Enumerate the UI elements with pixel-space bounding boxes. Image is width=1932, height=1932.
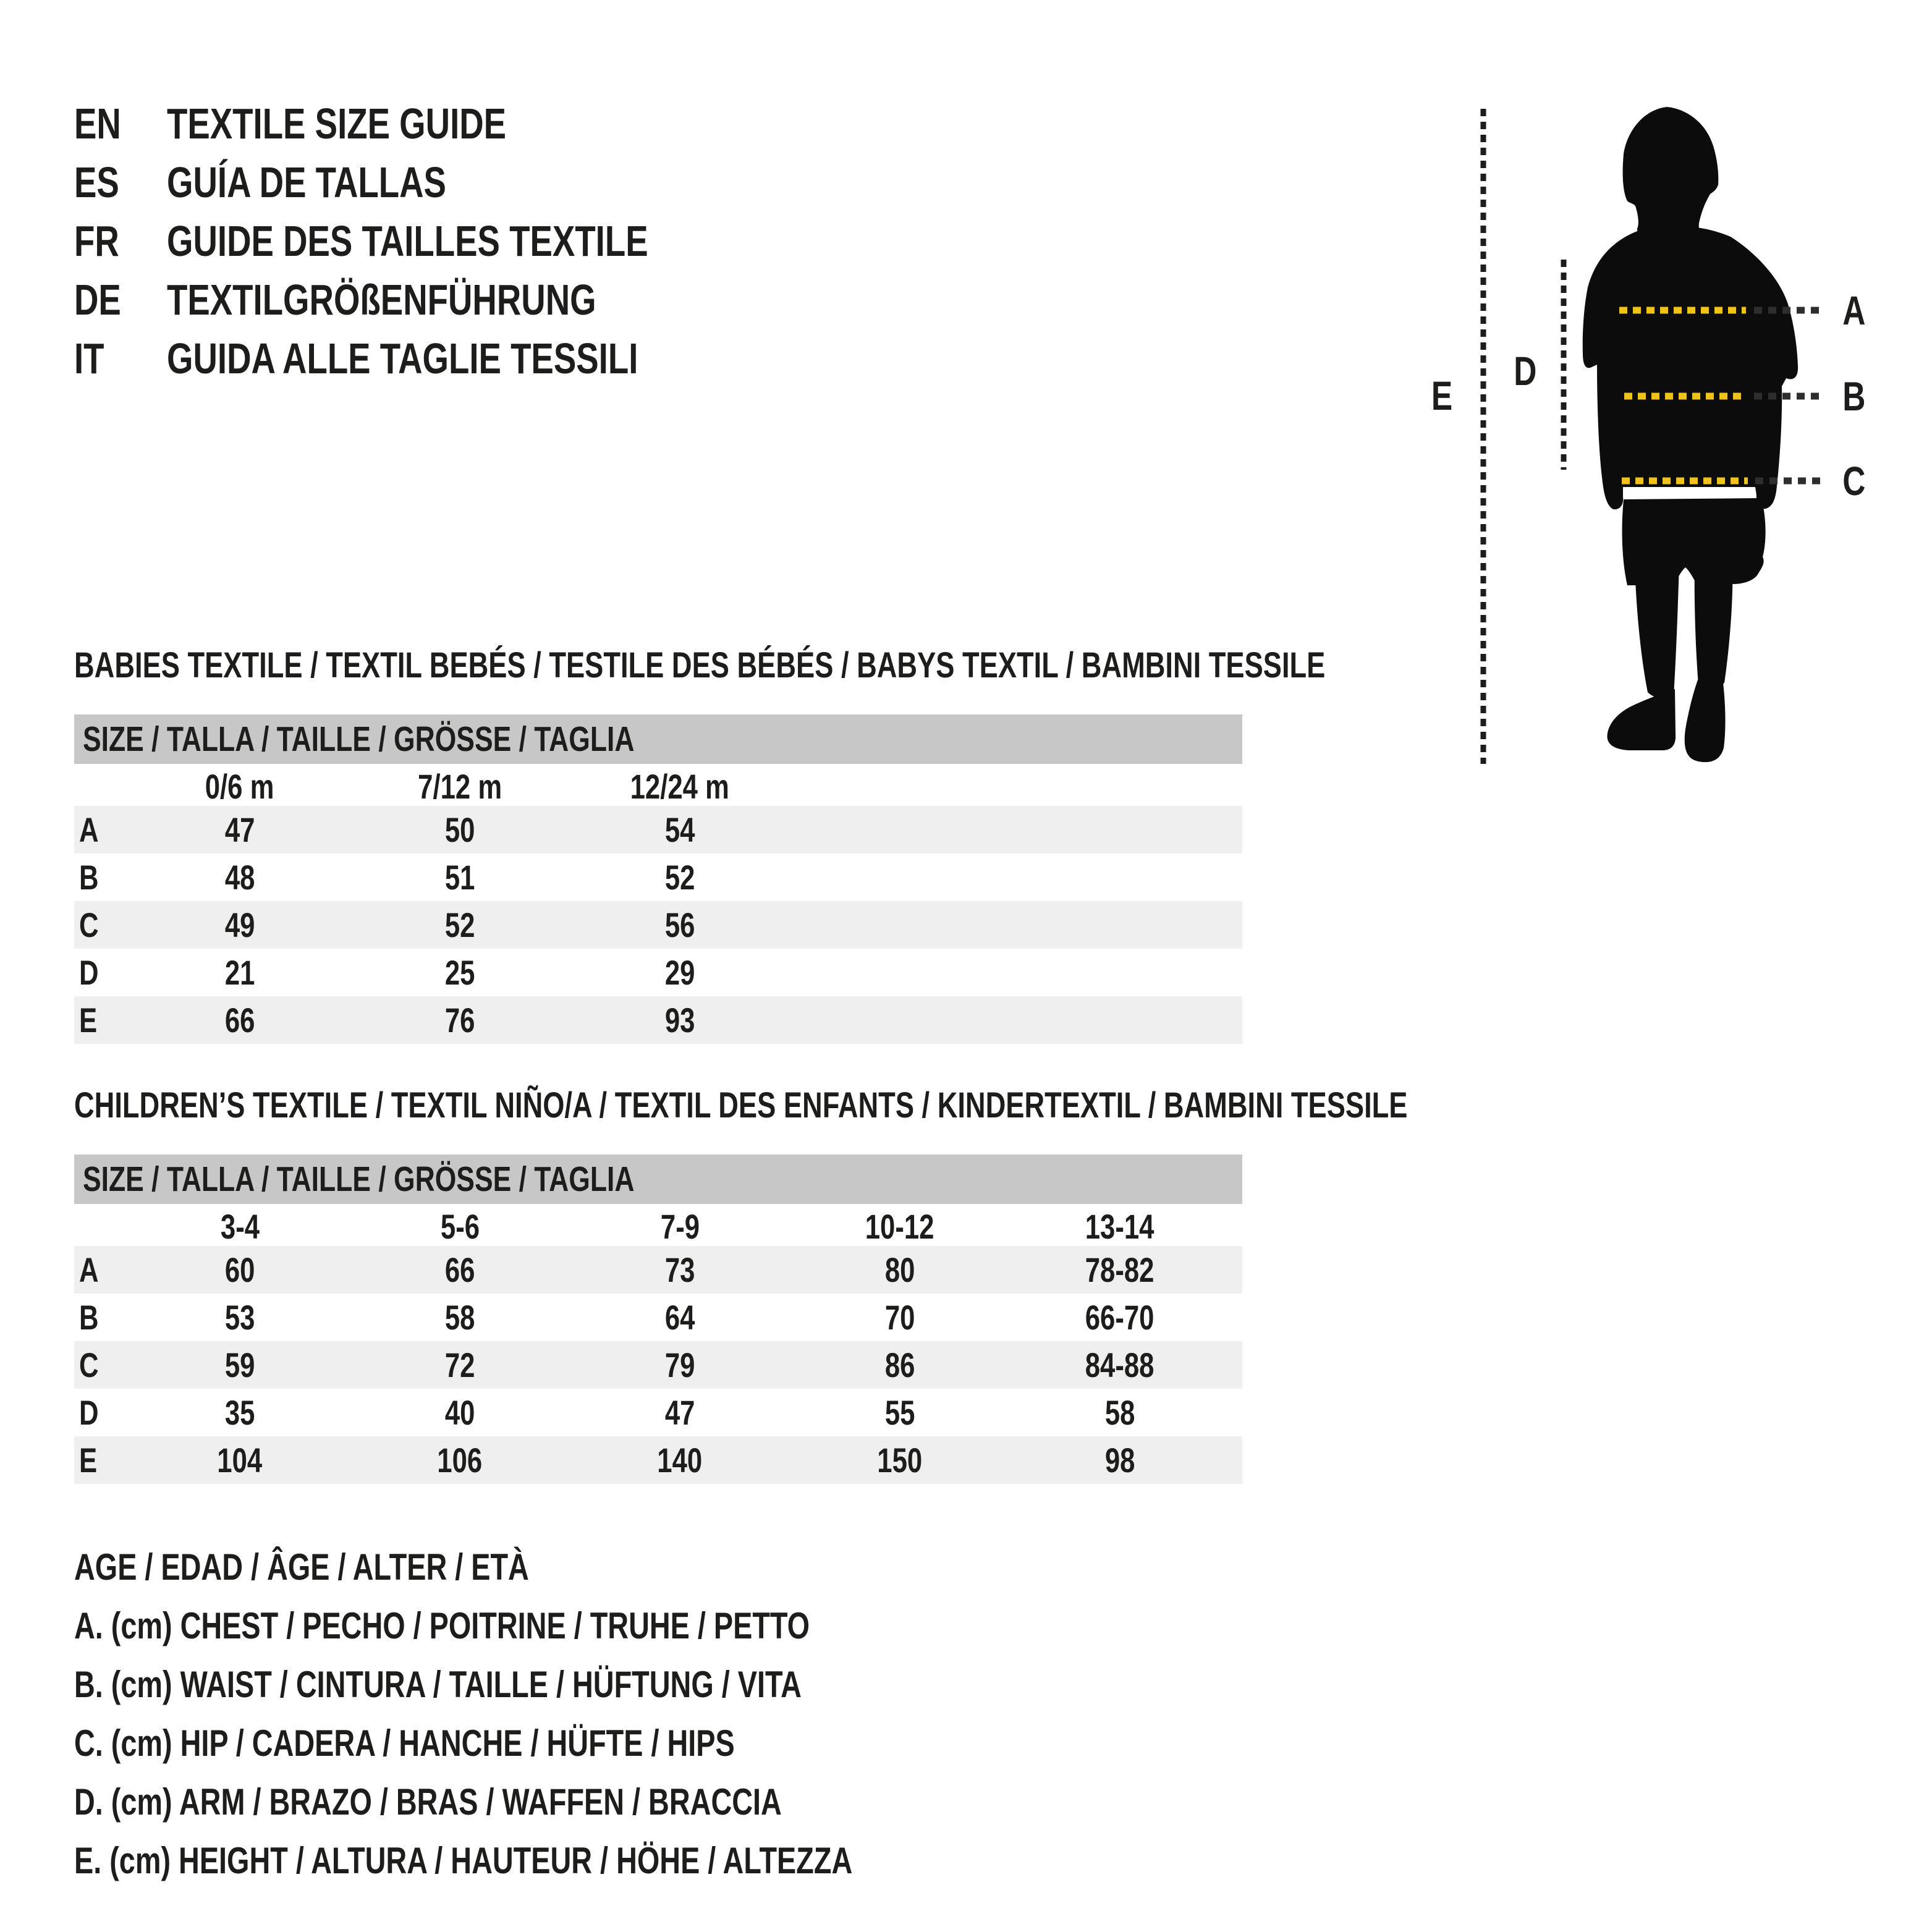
table-cell: 66 (444, 1250, 475, 1289)
table-cell: 79 (664, 1345, 695, 1384)
table-cell: 64 (664, 1298, 695, 1337)
measurement-figure (1409, 74, 1932, 816)
column-header: 0/6 m (205, 767, 274, 806)
table-cell: 40 (444, 1393, 475, 1432)
table-cell: 21 (224, 953, 255, 992)
language-code: IT (74, 334, 104, 383)
babies-section-title: BABIES TEXTILE / TEXTIL BEBÉS / TESTILE DES BÉBÉS / BABYS TEXTIL / BAMBINI TESSILE (74, 645, 1326, 685)
row-label: D (79, 1393, 99, 1432)
measure-label-d: D (1514, 348, 1537, 394)
language-code: FR (74, 216, 119, 265)
language-title: GUÍA DE TALLAS (167, 158, 446, 206)
language-code: EN (74, 99, 121, 148)
language-code: DE (74, 275, 121, 324)
table-cell: 66-70 (1085, 1298, 1155, 1337)
table-cell: 98 (1104, 1441, 1135, 1480)
legend-line-arm: D. (cm) ARM / BRAZO / BRAS / WAFFEN / BRACCIA (74, 1781, 782, 1823)
table-cell: 51 (444, 858, 475, 897)
table-cell: 150 (877, 1441, 923, 1480)
row-label: E (79, 1001, 98, 1040)
table-cell: 66 (224, 1001, 255, 1040)
row-label: E (79, 1441, 98, 1480)
table-cell: 47 (224, 810, 255, 849)
column-header: 10-12 (865, 1207, 934, 1246)
silhouette-right-leg (1695, 562, 1733, 688)
child-silhouette-svg (1409, 74, 1932, 816)
table-cell: 35 (224, 1393, 255, 1432)
table-cell: 106 (437, 1441, 483, 1480)
measure-label-b: B (1842, 373, 1866, 419)
children-section-title: CHILDREN’S TEXTILE / TEXTIL NIÑO/A / TEXTIL DES ENFANTS / KINDERTEXTIL / BAMBINI TESSILE (74, 1085, 1408, 1125)
table-row (74, 901, 1242, 949)
table-cell: 86 (884, 1345, 915, 1384)
table-cell: 47 (664, 1393, 695, 1432)
row-label: B (79, 858, 99, 897)
table-cell: 72 (444, 1345, 475, 1384)
column-header: 5-6 (440, 1207, 480, 1246)
table-cell: 73 (664, 1250, 695, 1289)
legend-line-height: E. (cm) HEIGHT / ALTURA / HAUTEUR / HÖHE / ALTEZZA (74, 1840, 853, 1881)
language-row (74, 329, 784, 388)
table-cell: 49 (224, 905, 255, 944)
table-cell: 29 (664, 953, 695, 992)
measurement-legend (74, 1538, 1072, 1890)
language-list (74, 94, 784, 388)
row-label: C (79, 905, 99, 944)
babies-size-table (74, 714, 1242, 1044)
language-title: GUIDE DES TAILLES TEXTILE (167, 216, 648, 265)
column-header: 13-14 (1085, 1207, 1155, 1246)
column-header: 7/12 m (418, 767, 502, 806)
table-row (74, 806, 1242, 854)
table-row (74, 1389, 1242, 1436)
table-cell: 59 (224, 1345, 255, 1384)
table-row (74, 949, 1242, 996)
silhouette-left-shoe (1607, 689, 1676, 750)
language-title: GUIDA ALLE TAGLIE TESSILI (167, 334, 638, 383)
table-row (74, 854, 1242, 901)
language-title: TEXTILGRÖßENFÜHRUNG (167, 275, 596, 324)
babies-size-header-bar: SIZE / TALLA / TAILLE / GRÖSSE / TAGLIA (74, 714, 1242, 764)
column-header: 3-4 (220, 1207, 260, 1246)
row-label: D (79, 953, 99, 992)
table-cell: 25 (444, 953, 475, 992)
table-cell: 104 (217, 1441, 263, 1480)
children-size-header-bar: SIZE / TALLA / TAILLE / GRÖSSE / TAGLIA (74, 1155, 1242, 1204)
table-cell: 48 (224, 858, 255, 897)
legend-line-age: AGE / EDAD / ÂGE / ALTER / ETÀ (74, 1546, 529, 1588)
table-cell: 53 (224, 1298, 255, 1337)
language-row (74, 153, 784, 211)
legend-line-waist: B. (cm) WAIST / CINTURA / TAILLE / HÜFTUNG / VITA (74, 1664, 802, 1705)
babies-column-header-row (74, 766, 1242, 806)
language-title: TEXTILE SIZE GUIDE (167, 99, 507, 148)
row-label: B (79, 1298, 99, 1337)
table-cell: 76 (444, 1001, 475, 1040)
measure-label-e: E (1431, 373, 1453, 418)
table-row (74, 1294, 1242, 1341)
measure-label-c: C (1842, 458, 1866, 504)
row-label: C (79, 1345, 99, 1384)
table-cell: 52 (444, 905, 475, 944)
row-label: A (79, 810, 99, 849)
table-row (74, 1436, 1242, 1484)
table-cell: 60 (224, 1250, 255, 1289)
legend-line-chest: A. (cm) CHEST / PECHO / POITRINE / TRUHE / PETTO (74, 1605, 810, 1646)
table-row (74, 1341, 1242, 1389)
column-header: 12/24 m (630, 767, 730, 806)
language-row (74, 270, 784, 329)
language-code: ES (74, 158, 119, 206)
language-row (74, 211, 784, 270)
table-cell: 56 (664, 905, 695, 944)
table-cell: 70 (884, 1298, 915, 1337)
silhouette-torso (1583, 226, 1798, 509)
table-cell: 93 (664, 1001, 695, 1040)
children-column-header-row (74, 1206, 1242, 1246)
table-cell: 84-88 (1085, 1345, 1155, 1384)
silhouette-right-shoe (1685, 680, 1726, 762)
column-header: 7-9 (660, 1207, 700, 1246)
row-label: A (79, 1250, 99, 1289)
table-row (74, 996, 1242, 1044)
table-cell: 58 (444, 1298, 475, 1337)
table-cell: 50 (444, 810, 475, 849)
measure-label-a: A (1842, 287, 1866, 333)
table-row (74, 1246, 1242, 1294)
table-cell: 52 (664, 858, 695, 897)
children-size-table (74, 1155, 1242, 1484)
legend-line-hip: C. (cm) HIP / CADERA / HANCHE / HÜFTE / HIPS (74, 1722, 735, 1764)
table-cell: 78-82 (1085, 1250, 1155, 1289)
language-row (74, 94, 784, 153)
table-cell: 80 (884, 1250, 915, 1289)
table-cell: 54 (664, 810, 695, 849)
table-cell: 140 (657, 1441, 703, 1480)
table-cell: 55 (884, 1393, 915, 1432)
table-cell: 58 (1104, 1393, 1135, 1432)
